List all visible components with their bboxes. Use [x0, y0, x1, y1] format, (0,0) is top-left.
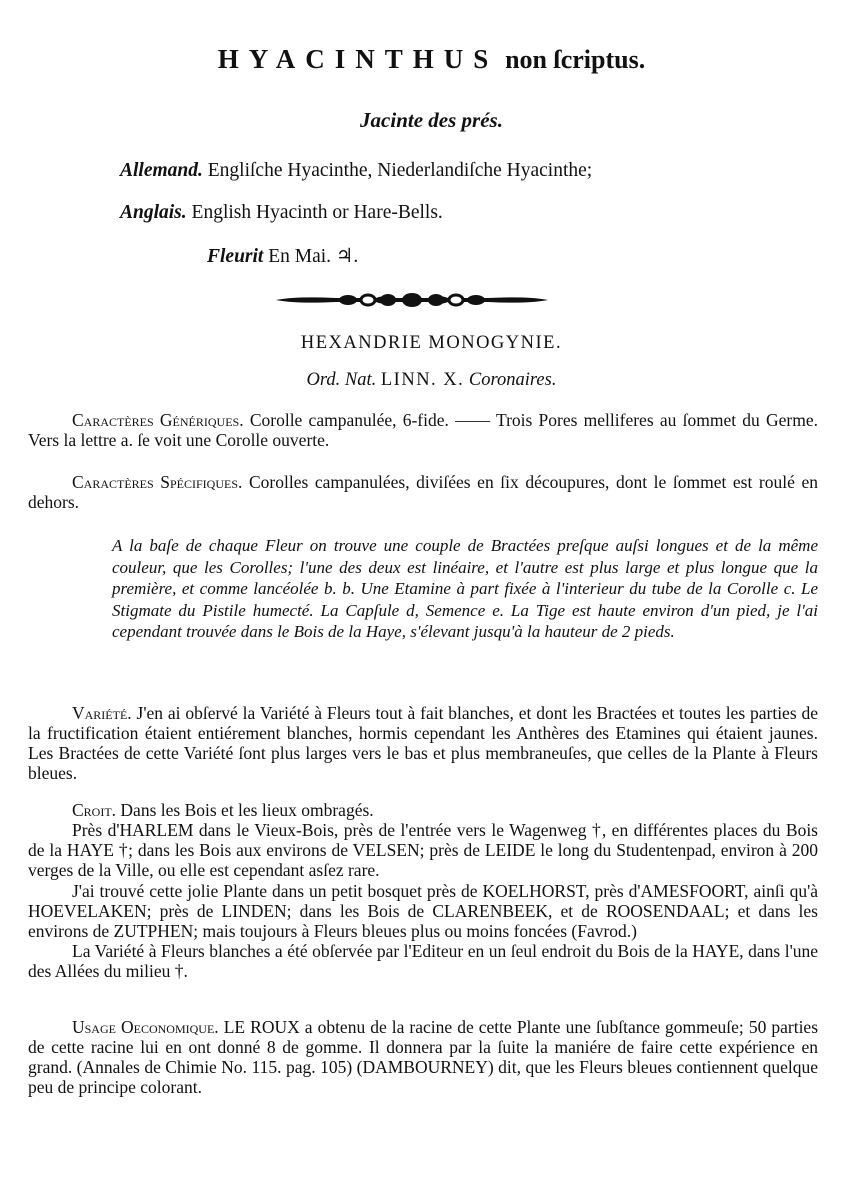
- usage-paragraph: [28, 1017, 818, 1098]
- generic-characters: [28, 410, 818, 450]
- english-label: Anglais.: [120, 202, 187, 223]
- variety-heading: Variété.: [72, 703, 132, 723]
- order-prefix: Ord. Nat.: [306, 370, 377, 390]
- german-label: Allemand.: [120, 160, 203, 181]
- order-linn: LINN. X.: [380, 370, 465, 390]
- common-name: Jacinte des prés.: [360, 108, 503, 132]
- english-name: English Hyacinth or Hare-Bells.: [191, 202, 443, 223]
- habitat-text: Dans les Bois et les lieux ombragés.: [120, 800, 374, 820]
- specific-characters-heading: Caractères Spécifiques.: [72, 472, 243, 492]
- specific-characters-text: Corolles campanulées, diviſées en ſix découpures, dont le ſommet est roulé en dehors.: [28, 472, 818, 513]
- usage-text: LE ROUX a obtenu de la racine de cette Plante une ſubſtance gommeuſe; 50 parties de cette racine lui en ont donné 8 de gomme. Il donnera par la ſuite la maniére de faire cette expérience en grand. (Annales de Chimie No. 115. pag. 105) (DAMBOURNEY) dit, que les Fleurs bleues contiennent quelque peu de principe colorant.: [28, 1017, 819, 1098]
- natural-order-line: [0, 370, 863, 391]
- species-epithet: non ſcriptus.: [505, 45, 646, 74]
- habitat-paragraph-1: Près d'HARLEM dans le Vieux-Bois, près de l'entrée vers le Wagenweg †, en différentes places du Bois de la HAYE †; dans les Bois aux environs de VELSEN; près de LEIDE le long du Studentenpad, environ à 200 verges de la Ville, ou elle est cependant asſez rare.: [28, 820, 818, 881]
- usage-heading: Usage Oeconomique.: [72, 1017, 219, 1037]
- flowering-time: En Mai. ♃.: [268, 246, 359, 267]
- specific-characters: [28, 472, 818, 512]
- variety-paragraph: [28, 703, 818, 784]
- habitat-paragraph-3: La Variété à Fleurs blanches a été obſervée par l'Editeur en un ſeul endroit du Bois de la HAYE, dans l'une des Allées du milieu †.: [28, 940, 818, 981]
- genus-name: HYACINTHUS: [217, 44, 499, 74]
- flowering-line: [207, 244, 358, 268]
- german-name-line: [120, 160, 592, 182]
- classification-line: [0, 333, 863, 354]
- generic-characters-heading: Caractères Génériques.: [72, 410, 244, 430]
- habitat-paragraph-2: J'ai trouvé cette jolie Plante dans un petit bosquet près de KOELHORST, près d'AMESFOORT, ainſi qu'à HOEVELAKEN; près de LINDEN; dans les Bois de CLARENBEEK, et de ROOSENDAAL; et dans les environs de ZUTPHEN; mais toujours à Fleurs bleues plus ou moins foncées (Favrod.): [28, 880, 818, 941]
- habitat-intro: [28, 800, 818, 820]
- classification: HEXANDRIE MONOGYNIE.: [300, 333, 563, 353]
- ornament-divider: [276, 290, 548, 310]
- page-title: [0, 44, 863, 75]
- order-name: Coronaires.: [468, 370, 557, 390]
- flowering-label: Fleurit: [207, 246, 264, 267]
- english-name-line: [120, 202, 443, 224]
- habitat-heading: Croit.: [72, 800, 117, 820]
- variety-text: J'en ai obſervé la Variété à Fleurs tout à fait blanches, et dont les Bractées et toutes les parties de la fructification étaient entiérement blanches, hormis cependant les Anthères des Etamines qui étaient jaunes. Les Bractées de cette Variété ſont plus larges vers le bas et plus membraneuſes, que celles de la Plante à Fleurs bleues.: [28, 703, 819, 784]
- description-paragraph: A la baſe de chaque Fleur on trouve une couple de Bractées preſque auſsi longues et de la même couleur, que les Corolles; l'une des deux est linéaire, et l'autre est plus large et plus longue que la première, et comme lancéolée b. b. Une Etamine à part fixée à l'interieur du tube de la Corolle c. Le Stigmate du Pistile humecté. La Capſule d, Semence e. La Tige est haute environ d'un pied, je l'ai cependant trouvée dans le Bois de la Haye, s'élevant jusqu'à la hauteur de 2 pieds.: [112, 536, 818, 642]
- generic-characters-text: Corolle campanulée, 6-fide. —— Trois Pores melliferes au ſommet du Germe. Vers la lettre a. ſe voit une Corolle ouverte.: [28, 410, 819, 451]
- german-name: Engliſche Hyacinthe, Niederlandiſche Hyacinthe;: [207, 160, 593, 181]
- habitat-section: [28, 800, 818, 981]
